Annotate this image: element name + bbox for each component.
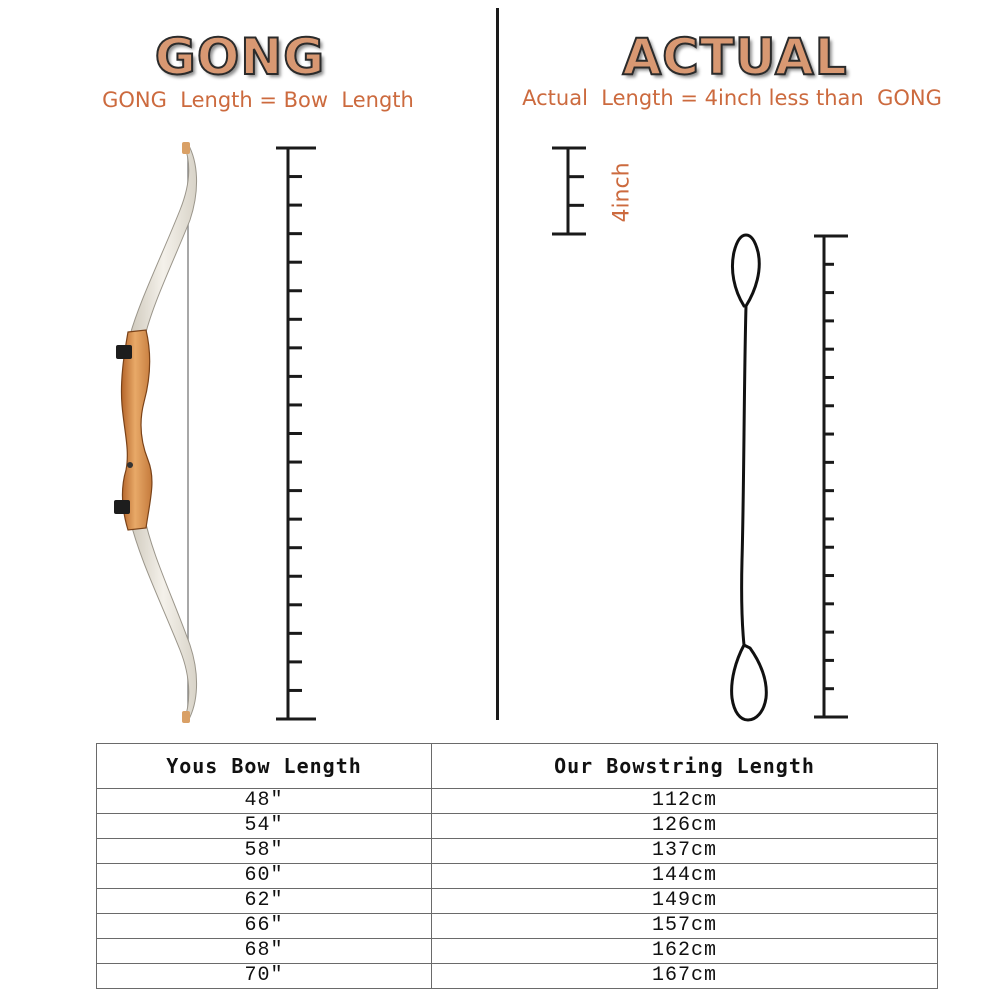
upper-string-loop — [732, 235, 759, 306]
four-inch-scale — [550, 140, 600, 240]
four-inch-label: 4inch — [609, 162, 635, 223]
bowstring-length-cell: 144cm — [432, 864, 938, 889]
upper-tip — [182, 142, 190, 154]
bow-length-cell: 48″ — [97, 789, 432, 814]
table-row — [97, 939, 938, 964]
bowstring-length-cell: 157cm — [432, 914, 938, 939]
bow-length-cell: 66″ — [97, 914, 432, 939]
bow-length-cell: 54″ — [97, 814, 432, 839]
gong-subtitle: GONG Length = Bow Length — [102, 88, 414, 112]
bow-length-cell: 70″ — [97, 964, 432, 989]
table-header-row — [97, 744, 938, 789]
bowstring-length-cell: 149cm — [432, 889, 938, 914]
bowstring-length-cell: 137cm — [432, 839, 938, 864]
bowstring-length-cell: 162cm — [432, 939, 938, 964]
lower-limb — [130, 515, 197, 721]
lower-limb-bolt — [114, 500, 130, 514]
table-row — [97, 864, 938, 889]
actual-length-ruler — [812, 230, 862, 725]
bowstring-image — [720, 230, 780, 725]
gong-title: GONG — [154, 28, 326, 86]
gong-length-ruler — [276, 140, 326, 730]
upper-limb — [130, 144, 197, 340]
lower-string-loop — [732, 645, 767, 720]
bow-length-cell: 62″ — [97, 889, 432, 914]
table-row — [97, 814, 938, 839]
header-bowstring-length: Our Bowstring Length — [432, 744, 938, 789]
size-chart-table — [96, 743, 938, 989]
bowstring-length-cell: 167cm — [432, 964, 938, 989]
string-body — [742, 306, 746, 645]
bow-length-cell: 60″ — [97, 864, 432, 889]
table-row — [97, 789, 938, 814]
table-row — [97, 914, 938, 939]
header-bow-length: Yous Bow Length — [97, 744, 432, 789]
panel-divider — [496, 8, 499, 720]
grip-screw — [127, 462, 133, 468]
bowstring-length-cell: 112cm — [432, 789, 938, 814]
bow-length-cell: 68″ — [97, 939, 432, 964]
bow-length-cell: 58″ — [97, 839, 432, 864]
bowstring-length-cell: 126cm — [432, 814, 938, 839]
lower-tip — [182, 711, 190, 723]
table-row — [97, 889, 938, 914]
table-row — [97, 964, 938, 989]
actual-subtitle: Actual Length = 4inch less than GONG — [522, 86, 942, 110]
upper-limb-bolt — [116, 345, 132, 359]
table-row — [97, 839, 938, 864]
recurve-bow-image — [100, 140, 210, 725]
actual-title: ACTUAL — [622, 28, 848, 86]
